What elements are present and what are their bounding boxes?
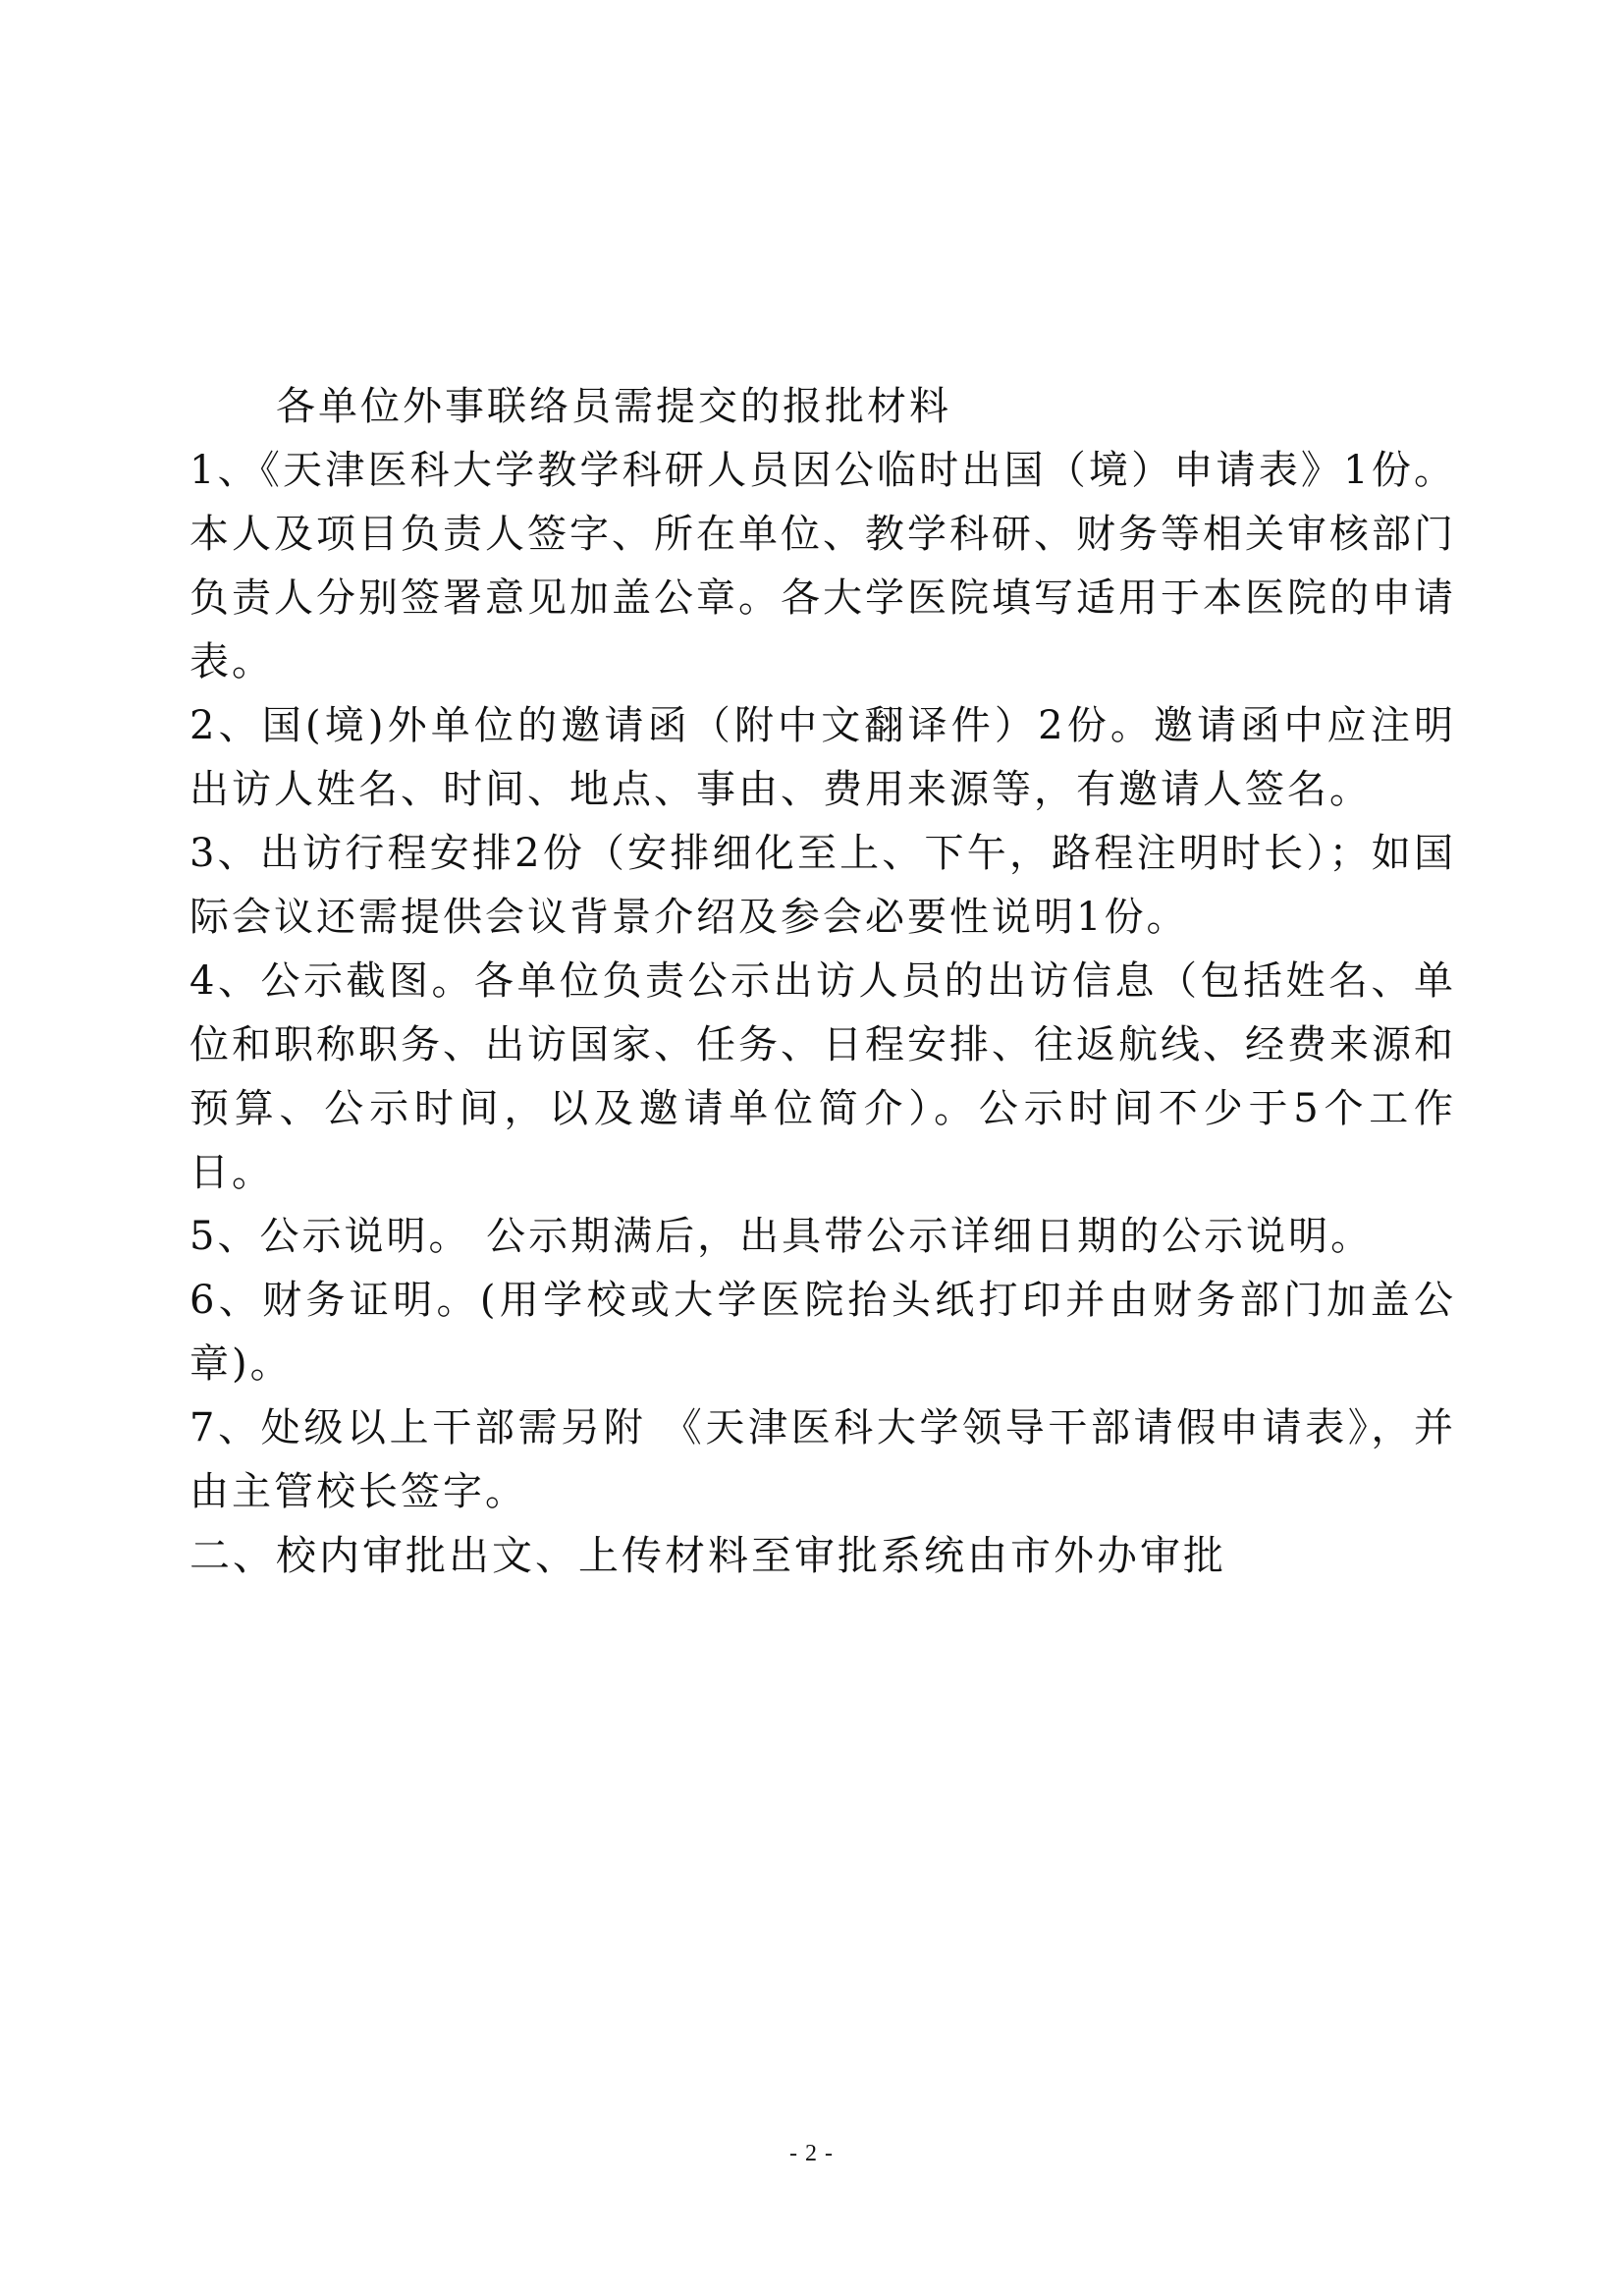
item-1-application-form: 1、《天津医科大学教学科研人员因公临时出国（境）申请表》1份。本人及项目负责人签字、所在单位、教学科研、财务等相关审核部门负责人分别签署意见加盖公章。各大学医院填写适用于本医院的申请表。 xyxy=(189,448,1456,684)
materials-heading: 各单位外事联络员需提交的报批材料 xyxy=(276,384,951,429)
document-body xyxy=(189,375,1456,1588)
section-2-heading: 二、校内审批出文、上传材料至审批系统由市外办审批 xyxy=(189,1532,1226,1579)
item-7-cadre-leave-form: 7、处级以上干部需另附 《天津医科大学领导干部请假申请表》，并由主管校长签字。 xyxy=(189,1405,1456,1514)
item-4-public-notice-screenshot: 4、公示截图。各单位负责公示出访人员的出访信息（包括姓名、单位和职称职务、出访国家、任务、日程安排、往返航线、经费来源和预算、公示时间，以及邀请单位简介）。公示时间不少于5个工作日。 xyxy=(189,958,1456,1195)
item-2-invitation-letter: 2、国(境)外单位的邀请函（附中文翻译件）2份。邀请函中应注明出访人姓名、时间、地点、事由、费用来源等，有邀请人签名。 xyxy=(189,703,1456,812)
item-5-public-notice-statement: 5、公示说明。 公示期满后，出具带公示详细日期的公示说明。 xyxy=(189,1214,1374,1259)
item-6-financial-certificate: 6、财务证明。(用学校或大学医院抬头纸打印并由财务部门加盖公章)。 xyxy=(189,1278,1456,1387)
item-3-itinerary: 3、出访行程安排2份（安排细化至上、下午，路程注明时长）；如国际会议还需提供会议背景介绍及参会必要性说明1份。 xyxy=(189,831,1456,940)
page-number: - 2 - xyxy=(789,2141,834,2166)
